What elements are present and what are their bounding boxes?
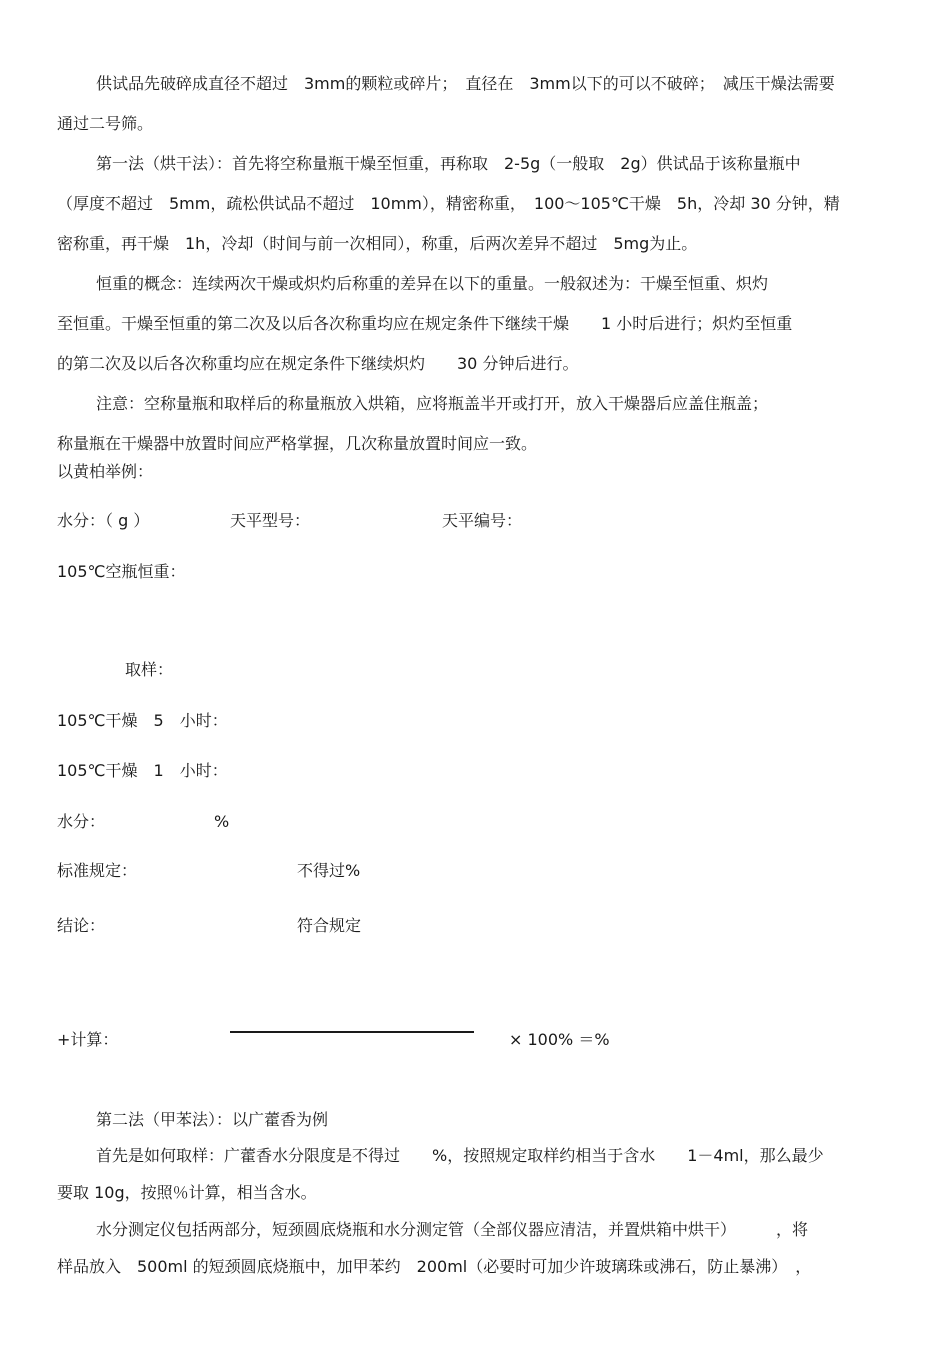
method-2-line-2: 要取 10g，按照％计算，相当含水。: [57, 1183, 317, 1202]
paragraph-3-line-2: 至恒重。干燥至恒重的第二次及以后各次称重均应在规定条件下继续干燥 1 小时后进行；炽灼至恒重: [57, 314, 793, 333]
standard-label: 标准规定：: [57, 861, 138, 880]
moisture-g-label: 水分：（ g ）: [57, 511, 150, 530]
calc-label: +计算：: [57, 1030, 119, 1049]
balance-number-label: 天平编号：: [442, 511, 523, 530]
balance-model-label: 天平型号：: [230, 511, 311, 530]
paragraph-1-line-2: 通过二号筛。: [57, 114, 154, 133]
paragraph-4-line-2: 称量瓶在干燥器中放置时间应严格掌握，几次称量放置时间应一致。: [57, 434, 538, 453]
method-2-title: 第二法（甲苯法）：以广藿香为例: [96, 1110, 329, 1129]
moisture-label: 水分：: [57, 812, 106, 831]
calc-result: × 100% ＝%: [509, 1030, 610, 1049]
paragraph-3-line-3: 的第二次及以后各次称重均应在规定条件下继续炽灼 30 分钟后进行。: [57, 354, 579, 373]
dry-5h-label: 105℃干燥 5 小时：: [57, 711, 228, 730]
paragraph-2-line-2: （厚度不超过 5mm，疏松供试品不超过 10mm），精密称重， 100～105℃干燥 5h，冷却 30 分钟，精: [57, 194, 840, 213]
example-heading: 以黄柏举例：: [57, 462, 154, 481]
method-2-line-1: 首先是如何取样：广藿香水分限度是不得过 %，按照规定取样约相当于含水 1－4ml，那么最少: [96, 1146, 824, 1165]
moisture-percent: %: [214, 812, 230, 831]
dry-1h-label: 105℃干燥 1 小时：: [57, 761, 228, 780]
method-2-line-3: 水分测定仪包括两部分，短颈圆底烧瓶和水分测定管（全部仪器应清洁，并置烘箱中烘干） ，将: [96, 1220, 809, 1239]
standard-value: 不得过%: [297, 861, 361, 880]
conclusion-value: 符合规定: [297, 916, 362, 935]
sampling-label: 取样：: [125, 660, 174, 679]
paragraph-1-line-1: 供试品先破碎成直径不超过 3mm的颗粒或碎片； 直径在 3mm以下的可以不破碎； 减压干燥法需要: [96, 74, 835, 93]
paragraph-3-line-1: 恒重的概念：连续两次干燥或炽灼后称重的差异在以下的重量。一般叙述为：干燥至恒重、炽灼: [96, 274, 769, 293]
paragraph-2-line-1: 第一法（烘干法）：首先将空称量瓶干燥至恒重，再称取 2-5g（一般取 2g）供试品于该称量瓶中: [96, 154, 801, 173]
paragraph-2-line-3: 密称重，再干燥 1h，冷却（时间与前一次相同），称重，后两次差异不超过 5mg为止。: [57, 234, 698, 253]
fraction-bar: [230, 1031, 474, 1033]
method-2-line-4: 样品放入 500ml 的短颈圆底烧瓶中，加甲苯约 200ml（必要时可加少许玻璃珠或沸石，防止暴沸） ，: [57, 1257, 812, 1276]
empty-bottle-label: 105℃空瓶恒重：: [57, 562, 186, 581]
paragraph-4-line-1: 注意：空称量瓶和取样后的称量瓶放入烘箱，应将瓶盖半开或打开，放入干燥器后应盖住瓶盖；: [96, 394, 769, 413]
conclusion-label: 结论：: [57, 916, 106, 935]
